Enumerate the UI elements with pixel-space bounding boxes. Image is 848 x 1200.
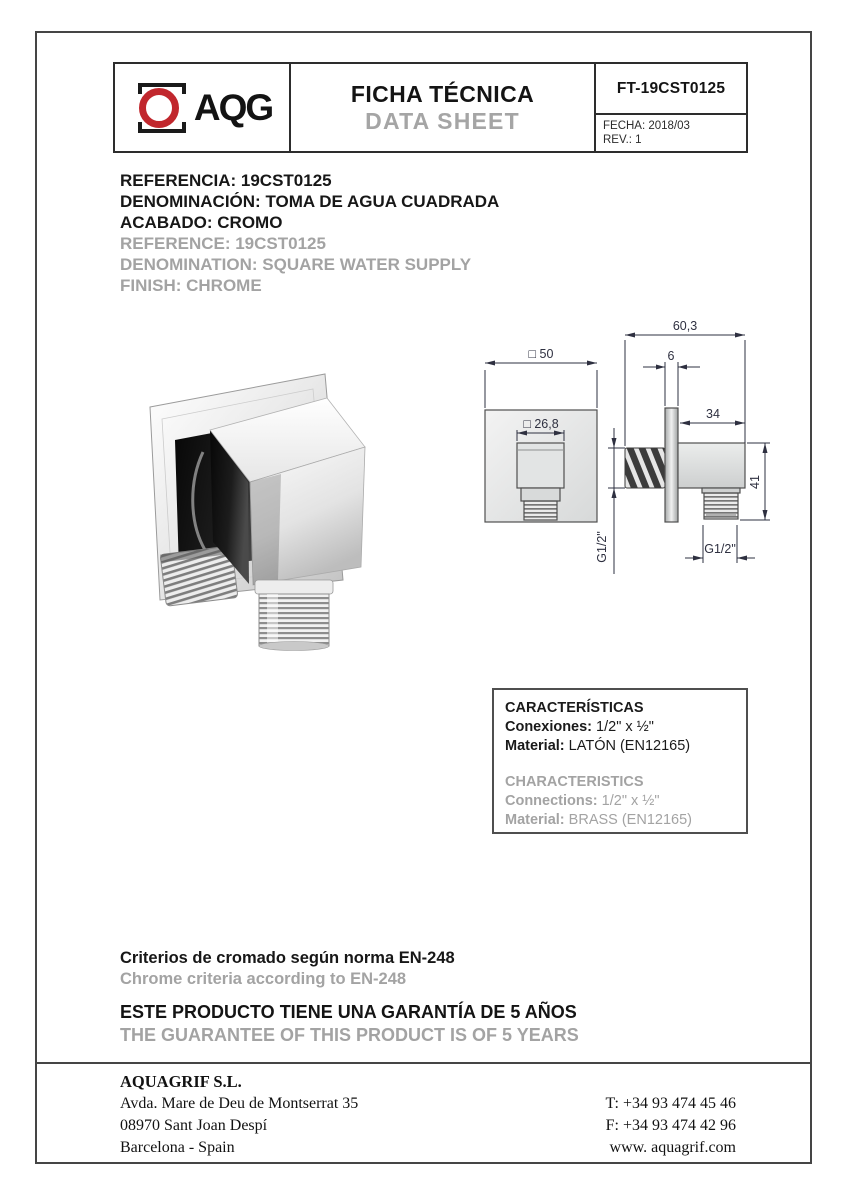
footer-fax: F: +34 93 474 42 96 xyxy=(605,1117,736,1134)
warranty-note xyxy=(120,1001,579,1047)
connections-label-es: Conexiones: xyxy=(505,719,593,735)
doc-revision: REV.: 1 xyxy=(603,134,642,146)
connections-label-en: Connections: xyxy=(505,793,598,809)
chrome-criteria xyxy=(120,948,455,990)
product-info xyxy=(120,170,499,296)
footer-address-line1: Avda. Mare de Deu de Montserrat 35 xyxy=(120,1095,359,1112)
doc-ref-code: FT-19CST0125 xyxy=(596,64,746,115)
product-finish-en: FINISH: CHROME xyxy=(120,276,262,295)
characteristics-en xyxy=(505,773,735,830)
dim-plate-thickness: 6 xyxy=(667,349,675,363)
dim-outlet-thread: G1/2" xyxy=(704,542,736,556)
footer-address-line3: Barcelona - Spain xyxy=(120,1139,235,1156)
side-body xyxy=(678,443,745,488)
front-view xyxy=(485,347,597,522)
footer-address-line2: 08970 Sant Joan Despí xyxy=(120,1117,268,1134)
footer-company-name: AQUAGRIF S.L. xyxy=(120,1072,242,1091)
front-outlet-collar xyxy=(521,488,560,501)
dim-front-inner-size: □ 26,8 xyxy=(523,417,559,431)
warranty-es: ESTE PRODUCTO TIENE UNA GARANTÍA DE 5 AÑOS xyxy=(120,1002,577,1022)
connections-line-en xyxy=(505,792,735,811)
front-outlet-thread xyxy=(524,501,557,520)
logo-text: AQG xyxy=(193,86,273,128)
material-value-en: BRASS (EN12165) xyxy=(568,812,692,828)
doc-date: FECHA: 2018/03 xyxy=(603,120,690,132)
photo-outlet-collar xyxy=(255,580,333,594)
characteristics-es xyxy=(505,699,735,756)
material-label-en: Material: xyxy=(505,812,565,828)
photo-outlet-rim xyxy=(259,642,329,651)
dim-inlet-thread: G1/2" xyxy=(595,531,609,563)
side-inlet-thread xyxy=(625,448,665,488)
reference-cell xyxy=(596,64,746,151)
material-line-es xyxy=(505,737,735,756)
document-title-es: FICHA TÉCNICA xyxy=(350,80,535,107)
product-reference-es: REFERENCIA: 19CST0125 xyxy=(120,171,332,190)
document-title-en: DATA SHEET xyxy=(365,107,520,134)
characteristics-title-es: CARACTERÍSTICAS xyxy=(505,700,644,716)
footer-phone: T: +34 93 474 45 46 xyxy=(605,1095,736,1112)
material-label-es: Material: xyxy=(505,738,565,754)
doc-meta xyxy=(596,115,746,151)
chrome-criteria-en: Chrome criteria according to EN-248 xyxy=(120,970,407,988)
photo-body-shadow xyxy=(250,474,281,585)
product-reference-en: REFERENCE: 19CST0125 xyxy=(120,234,326,253)
dim-front-size: □ 50 xyxy=(528,347,554,361)
side-wall-plate xyxy=(665,408,678,522)
company-logo xyxy=(132,78,272,138)
connections-value-en: 1/2" x ½" xyxy=(601,793,660,809)
footer-contact-block xyxy=(606,1093,736,1159)
chrome-criteria-es: Criterios de cromado según norma EN-248 xyxy=(120,949,455,967)
warranty-en: THE GUARANTEE OF THIS PRODUCT IS OF 5 YEARS xyxy=(120,1025,579,1045)
header xyxy=(113,62,748,153)
product-finish-es: ACABADO: CROMO xyxy=(120,213,283,232)
product-denomination-es: DENOMINACIÓN: TOMA DE AGUA CUADRADA xyxy=(120,192,500,211)
characteristics-box xyxy=(492,688,748,834)
footer-divider xyxy=(37,1062,811,1064)
logo-cell xyxy=(115,64,291,151)
material-value-es: LATÓN (EN12165) xyxy=(568,738,691,754)
dim-body-length: 34 xyxy=(706,407,720,421)
side-outlet-flange xyxy=(702,488,740,493)
dim-body-height: 41 xyxy=(748,475,762,489)
title-cell xyxy=(291,64,596,151)
connections-line-es xyxy=(505,718,735,737)
side-view xyxy=(595,319,770,574)
characteristics-title-en: CHARACTERISTICS xyxy=(505,774,644,790)
footer-website: www. aquagrif.com xyxy=(609,1139,736,1156)
material-line-en xyxy=(505,811,735,830)
photo-outlet-highlight xyxy=(267,594,278,646)
dim-total-depth: 60,3 xyxy=(672,319,698,333)
product-denomination-en: DENOMINATION: SQUARE WATER SUPPLY xyxy=(120,255,472,274)
connections-value-es: 1/2" x ½" xyxy=(596,719,654,735)
footer-company-block xyxy=(120,1071,358,1159)
product-photo xyxy=(115,352,375,652)
aqg-logo-mark-icon xyxy=(132,78,192,138)
technical-drawing xyxy=(460,300,820,600)
